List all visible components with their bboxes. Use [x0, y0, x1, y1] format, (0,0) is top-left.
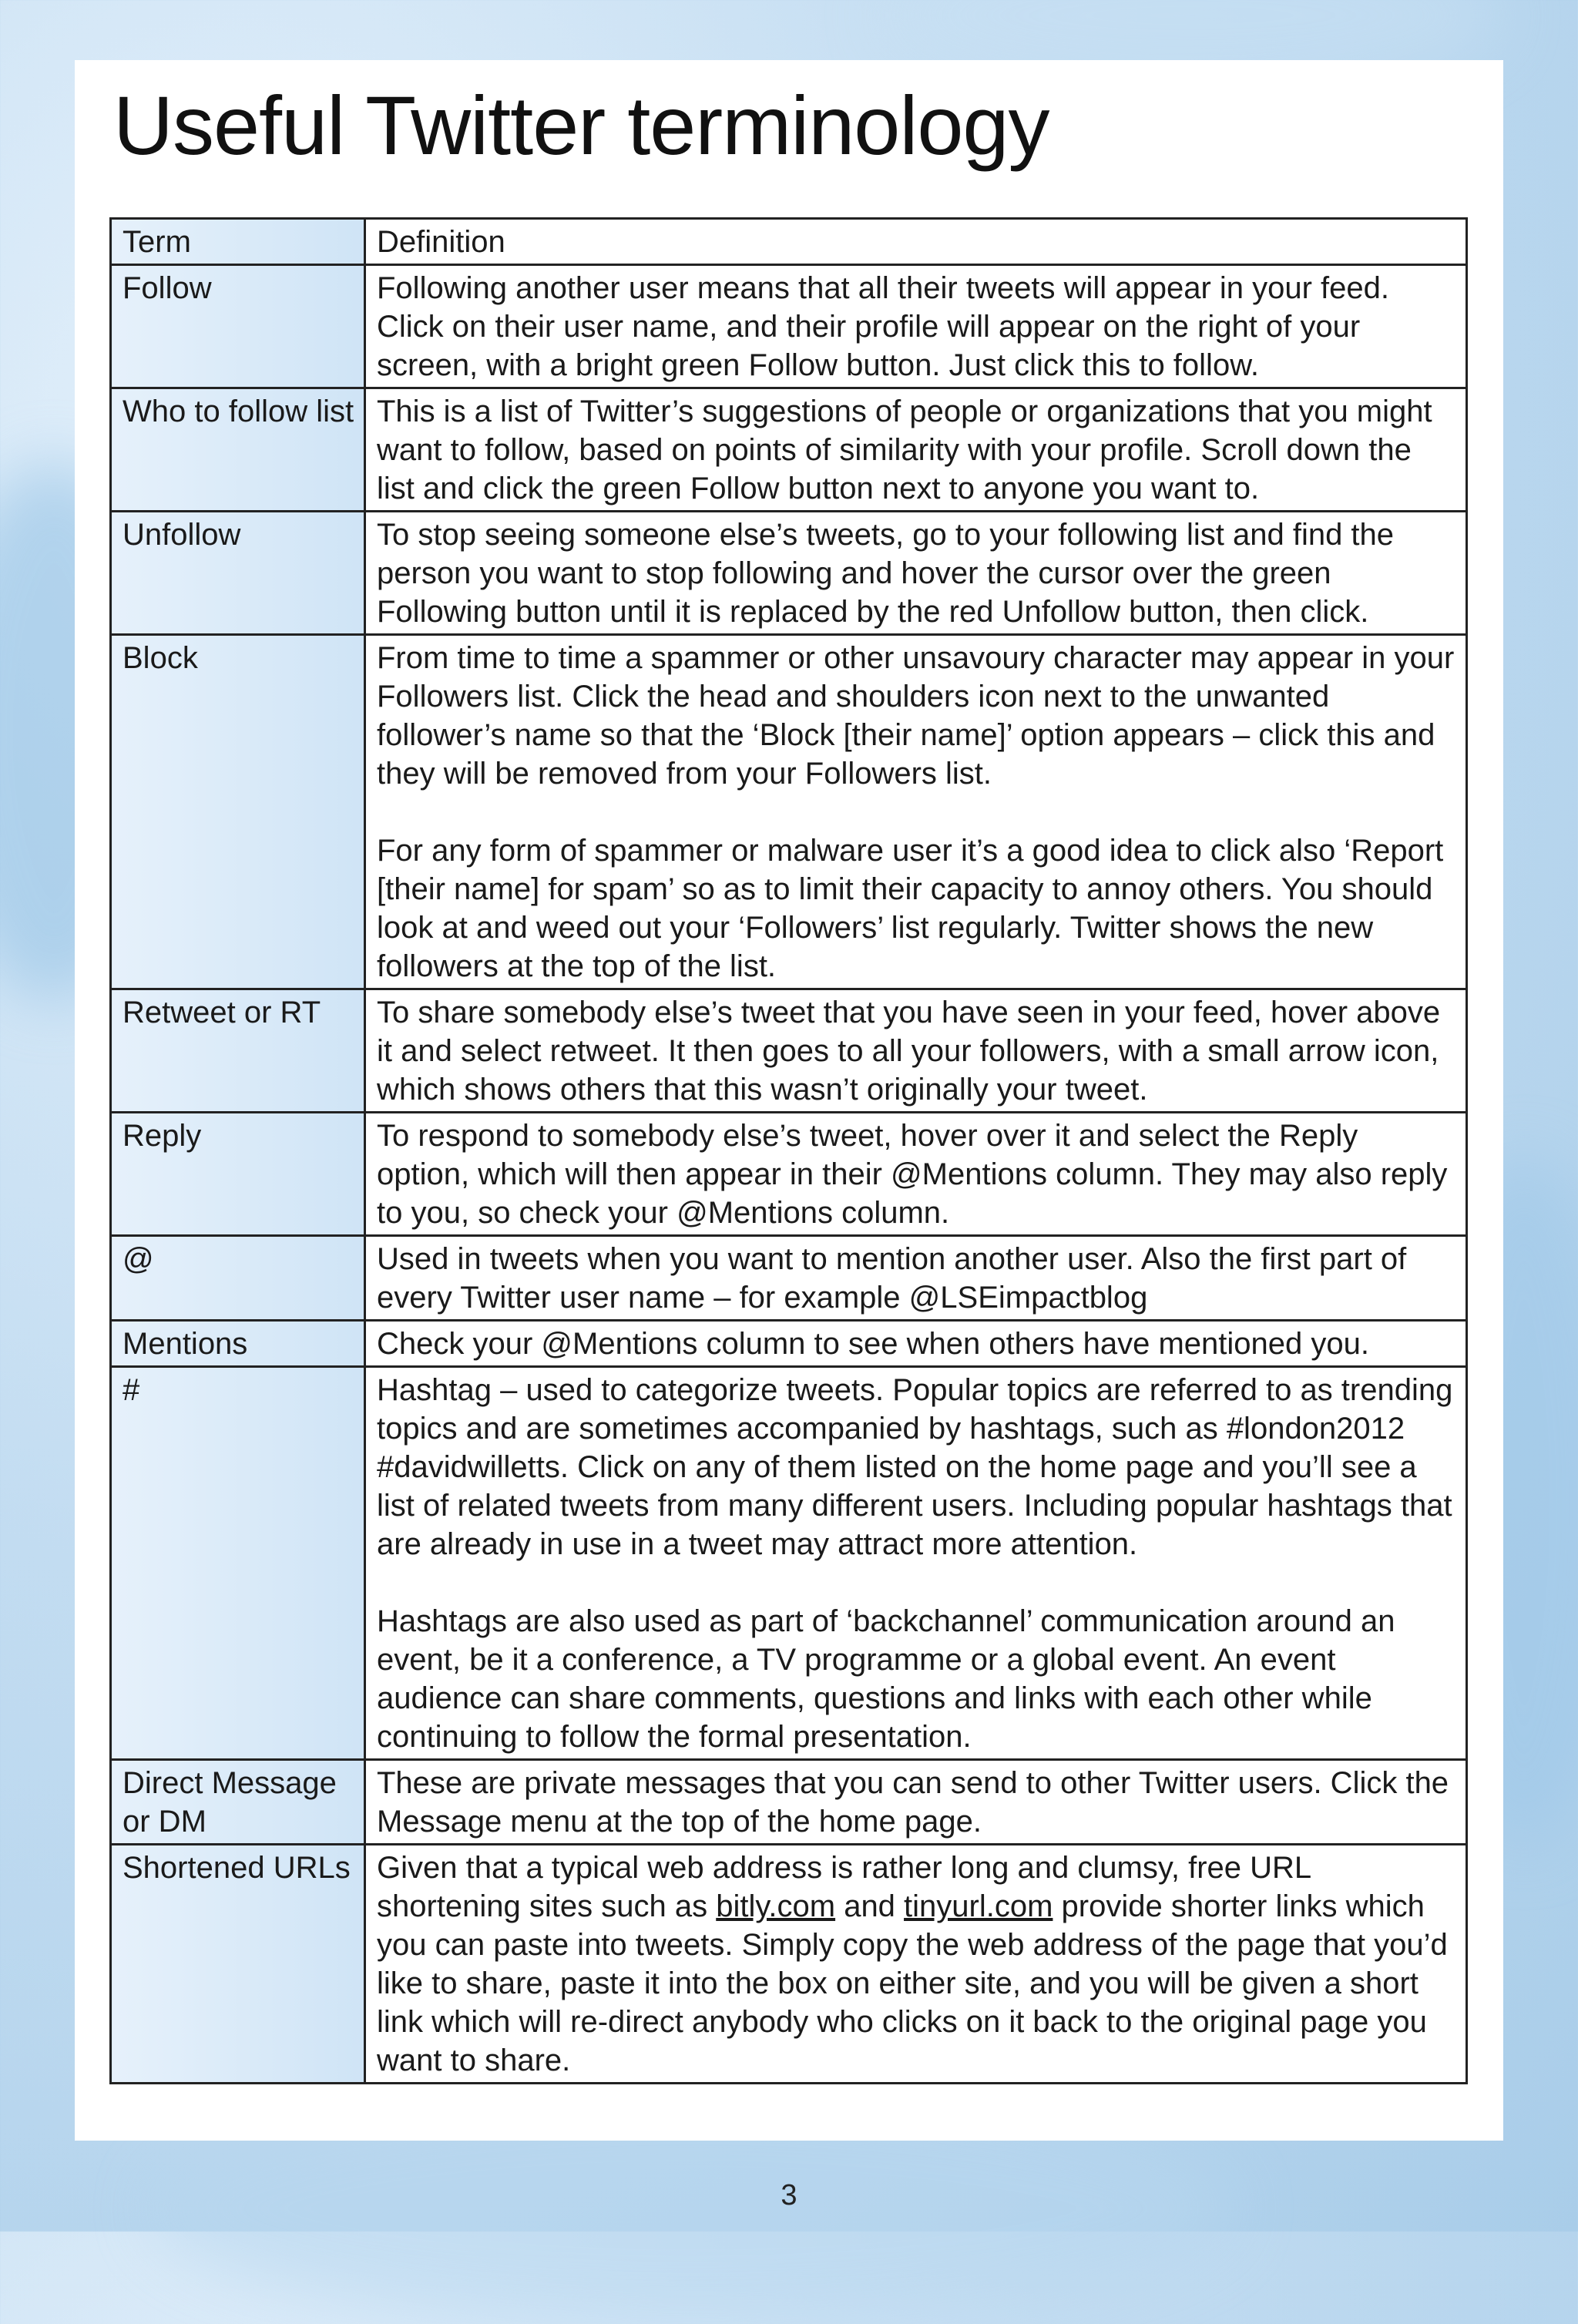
- definition-cell: [365, 1845, 1467, 2084]
- term-cell: Reply: [111, 1113, 365, 1236]
- definition-paragraph: [377, 1849, 1456, 2080]
- definition-paragraph: This is a list of Twitter’s suggestions of people or organizations that you might want to follow, based on points of similarity with your profile. Scroll down the list and click the green Follow button next to anyone you want to.: [377, 395, 1432, 505]
- term-cell: Retweet or RT: [111, 989, 365, 1113]
- definition-cell: [365, 1236, 1467, 1321]
- page-title: Useful Twitter terminology: [113, 79, 1049, 172]
- definition-text: and: [835, 1889, 905, 1923]
- term-cell: Direct Message or DM: [111, 1760, 365, 1845]
- definition-paragraph: Hashtag – used to categorize tweets. Popular topics are referred to as trending topics and are sometimes accompanied by hashtags, such as #london2012 #davidwilletts. Click on any of them listed on the home page and you’ll see a list of related tweets from many different users. Including popular hashtags that are already in use in a tweet may attract more attention.: [377, 1373, 1453, 1561]
- definition-paragraph: To respond to somebody else’s tweet, hover over it and select the Reply option, which will then appear in their @Mentions column. They may also reply to you, so check your @Mentions column.: [377, 1119, 1448, 1230]
- table-header-row: [111, 219, 1467, 265]
- term-cell: Follow: [111, 265, 365, 388]
- table-row: [111, 1321, 1467, 1367]
- definition-cell: [365, 1321, 1467, 1367]
- definition-paragraph: To share somebody else’s tweet that you have seen in your feed, hover above it and select retweet. It then goes to all your followers, with a small arrow icon, which shows others that this wasn’t originally your tweet.: [377, 996, 1441, 1107]
- definition-cell: [365, 1113, 1467, 1236]
- term-cell: Unfollow: [111, 512, 365, 635]
- definition-cell: [365, 635, 1467, 989]
- term-cell: #: [111, 1367, 365, 1760]
- definition-paragraph: Used in tweets when you want to mention another user. Also the first part of every Twitter user name – for example @LSEimpactblog: [377, 1242, 1407, 1315]
- term-cell: @: [111, 1236, 365, 1321]
- terminology-table: [109, 217, 1468, 2084]
- term-cell: Who to follow list: [111, 388, 365, 512]
- definition-cell: [365, 989, 1467, 1113]
- table-row: [111, 635, 1467, 989]
- definition-paragraph: Hashtags are also used as part of ‘backchannel’ communication around an event, be it a conference, a TV programme or a global event. An event audience can share comments, questions and links with each other while continuing to follow the formal presentation.: [377, 1604, 1395, 1754]
- definition-cell: [365, 1760, 1467, 1845]
- definition-paragraph: Check your @Mentions column to see when others have mentioned you.: [377, 1327, 1369, 1361]
- table-row: [111, 1236, 1467, 1321]
- definition-text: provide shorter links which you can paste into tweets. Simply copy the web address of the page that you’d like to share, paste it into the box on either site, and you will be given a short link which will re-direct anybody who clicks on it back to the original page you want to share.: [377, 1889, 1448, 2077]
- definition-cell: [365, 512, 1467, 635]
- term-cell: Shortened URLs: [111, 1845, 365, 2084]
- definition-text: Given that a typical web address is rather long and clumsy, free URL shortening sites such as: [377, 1851, 1311, 1923]
- term-cell: Block: [111, 635, 365, 989]
- header-term: Term: [111, 219, 365, 265]
- tinyurl-link[interactable]: tinyurl.com: [904, 1889, 1053, 1923]
- term-cell: Mentions: [111, 1321, 365, 1367]
- bitly-link[interactable]: bitly.com: [716, 1889, 836, 1923]
- definition-paragraph: For any form of spammer or malware user it’s a good idea to click also ‘Report [their name] for spam’ so as to limit their capacity to annoy others. You should look at and weed out your ‘Followers’ list regularly. Twitter shows the new followers at the top of the list.: [377, 834, 1444, 983]
- definition-paragraph: Following another user means that all their tweets will appear in your feed. Click on their user name, and their profile will appear on the right of your screen, with a bright green Follow button. Just click this to follow.: [377, 271, 1390, 382]
- table-row: [111, 1367, 1467, 1760]
- table-row: [111, 989, 1467, 1113]
- table-row: [111, 1113, 1467, 1236]
- definition-cell: [365, 265, 1467, 388]
- definition-paragraph: To stop seeing someone else’s tweets, go to your following list and find the person you want to stop following and hover the cursor over the green Following button until it is replaced by the red Unfollow button, then click.: [377, 518, 1395, 629]
- definition-cell: [365, 1367, 1467, 1760]
- page-number: 3: [781, 2179, 797, 2211]
- definition-paragraph: From time to time a spammer or other unsavoury character may appear in your Followers list. Click the head and shoulders icon next to the unwanted follower’s name so that the ‘Block [their name]’ option appears – click this and they will be removed from your Followers list.: [377, 641, 1455, 791]
- header-definition: Definition: [365, 219, 1467, 265]
- definition-paragraph: These are private messages that you can send to other Twitter users. Click the Message menu at the top of the home page.: [377, 1766, 1449, 1839]
- table-row: [111, 388, 1467, 512]
- table-row: [111, 512, 1467, 635]
- table-body: [111, 265, 1467, 1845]
- table-row: [111, 1845, 1467, 2084]
- table-row: [111, 265, 1467, 388]
- definition-cell: [365, 388, 1467, 512]
- table-row: [111, 1760, 1467, 1845]
